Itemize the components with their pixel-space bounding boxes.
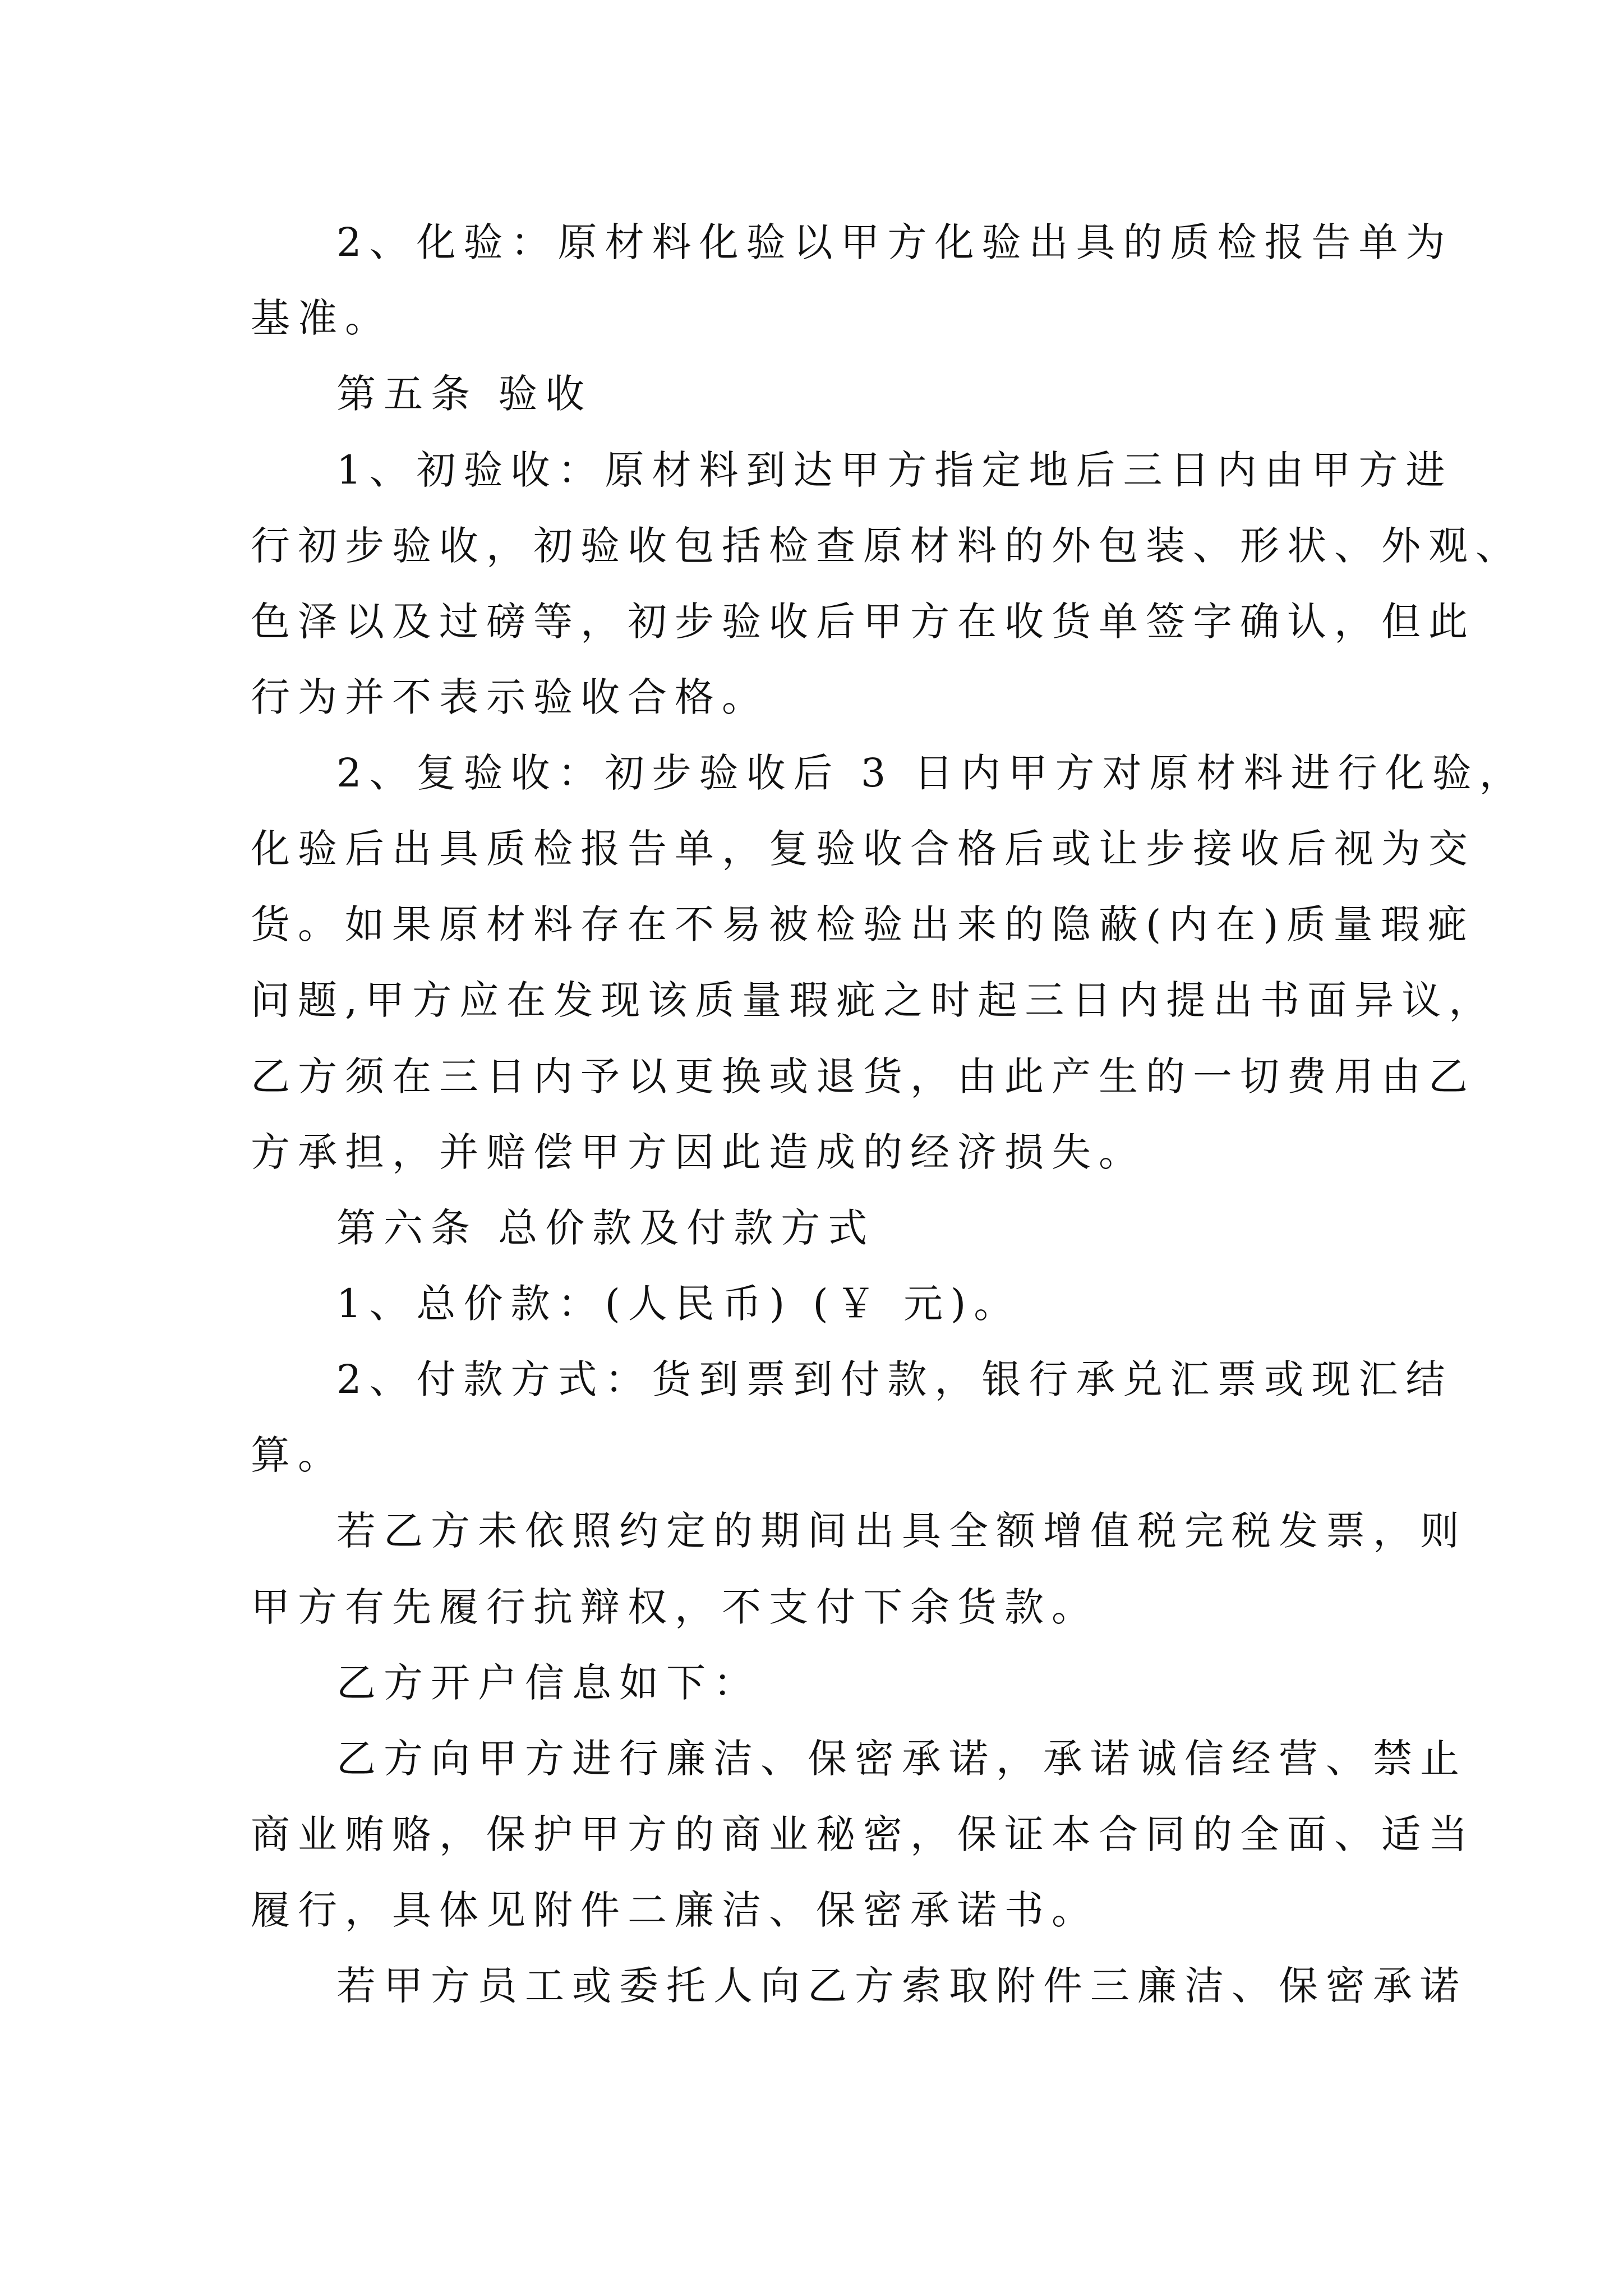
text-line: 1、总价款：(人民币) (￥ 元)。 [336,1281,1021,1327]
text-line: 2、付款方式：货到票到付款，银行承兑汇票或现汇结 [336,1356,1453,1402]
text-line: 履行，具体见附件二廉洁、保密承诺书。 [251,1887,1099,1933]
text-line: 2、复验收：初步验收后 3 日内甲方对原材料进行化验， [336,750,1527,796]
text-line: 货。如果原材料存在不易被检验出来的隐蔽(内在)质量瑕疵 [251,901,1475,947]
text-line: 基准。 [251,295,392,341]
text-line: 行初步验收，初验收包括检查原材料的外包装、形状、外观、 [251,523,1523,569]
text-line: 乙方向甲方进行廉洁、保密承诺，承诺诚信经营、禁止 [336,1736,1467,1782]
text-line: 乙方须在三日内予以更换或退货，由此产生的一切费用由乙 [251,1053,1476,1099]
text-line: 商业贿赂，保护甲方的商业秘密，保证本合同的全面、适当 [251,1811,1476,1857]
section-heading: 第五条 验收 [336,371,593,417]
text-line: 色泽以及过磅等，初步验收后甲方在收货单签字确认，但此 [251,599,1476,645]
text-line: 化验后出具质检报告单，复验收合格后或让步接收后视为交 [251,826,1476,872]
text-line: 2、化验：原材料化验以甲方化验出具的质检报告单为 [336,219,1453,265]
text-line: 甲方有先履行抗辩权，不支付下余货款。 [251,1584,1099,1630]
text-line: 乙方开户信息如下： [336,1660,760,1706]
text-line: 算。 [251,1432,345,1478]
text-line: 方承担，并赔偿甲方因此造成的经济损失。 [251,1129,1146,1175]
text-line: 1、初验收：原材料到达甲方指定地后三日内由甲方进 [336,447,1453,493]
text-line: 问题,甲方应在发现该质量瑕疵之时起三日内提出书面异议， [251,977,1496,1023]
text-line: 若甲方员工或委托人向乙方索取附件三廉洁、保密承诺 [336,1963,1467,2009]
section-heading: 第六条 总价款及付款方式 [336,1205,875,1251]
text-line: 若乙方未依照约定的期间出具全额增值税完税发票，则 [336,1508,1467,1554]
text-line: 行为并不表示验收合格。 [251,674,769,720]
